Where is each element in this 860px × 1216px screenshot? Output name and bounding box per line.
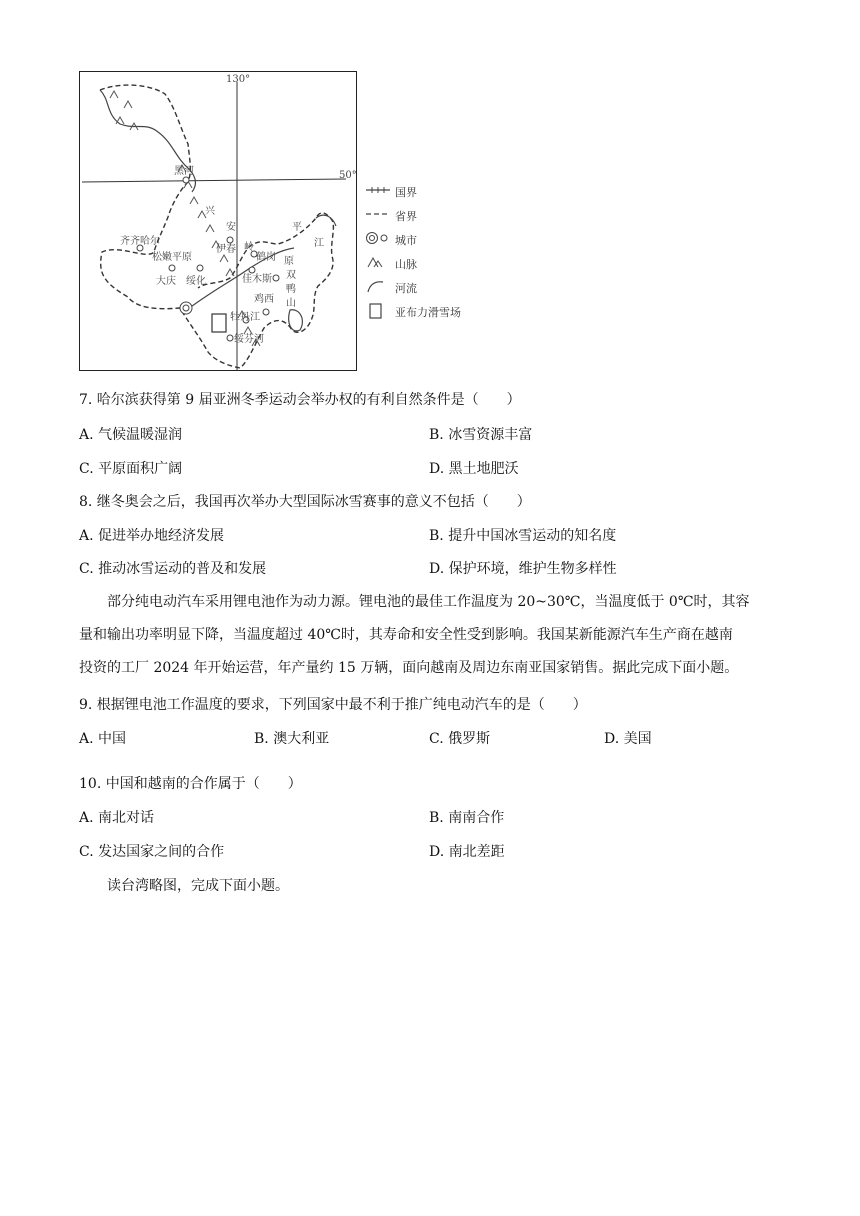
map-drawing	[80, 72, 358, 372]
place-label: 黑河	[174, 166, 194, 177]
question-7-stem: 7. 哈尔滨获得第 9 届亚洲冬季运动会举办权的有利自然条件是（ ）	[79, 392, 521, 408]
legend-item	[365, 204, 475, 228]
lat-label: 50°	[339, 170, 357, 181]
province-border-icon	[365, 206, 391, 222]
legend-item	[365, 228, 475, 252]
xingkai-lake	[289, 310, 303, 331]
question-10-option-c[interactable]: C. 发达国家之间的合作	[79, 844, 225, 860]
river-icon	[365, 278, 391, 294]
place-label: 佳木斯	[242, 274, 272, 285]
place-label: 鹤岗	[256, 252, 276, 263]
mountain-icon	[365, 254, 391, 270]
ski-resort-marker	[212, 314, 226, 332]
place-label: 兴	[205, 206, 215, 217]
question-7-option-d[interactable]: D. 黑土地肥沃	[429, 461, 519, 477]
map-legend	[365, 180, 475, 324]
question-8-option-a[interactable]: A. 促进举办地经济发展	[79, 528, 225, 544]
question-9-stem: 9. 根据锂电池工作温度的要求，下列国家中最不利于推广纯电动汽车的是（ ）	[79, 697, 587, 713]
question-8-option-c[interactable]: C. 推动冰雪运动的普及和发展	[79, 561, 267, 577]
place-label: 岭	[244, 242, 254, 253]
question-8-stem: 8. 继冬奥会之后，我国再次举办大型国际冰雪赛事的意义不包括（ ）	[79, 494, 531, 510]
place-label: 大庆	[156, 276, 176, 287]
question-10-option-d[interactable]: D. 南北差距	[429, 844, 505, 860]
reading-passage	[79, 586, 779, 685]
question-7-option-a[interactable]: A. 气候温暖湿润	[79, 427, 183, 443]
passage-line: 投资的工厂 2024 年开始运营，年产量约 15 万辆，面向越南及周边东南亚国家销售。据此完成下面小题。	[79, 660, 739, 676]
heilongjiang-map	[79, 71, 357, 371]
place-label: 鸭	[286, 284, 296, 295]
ski-resort-icon	[365, 302, 391, 320]
question-8-option-b[interactable]: B. 提升中国冰雪运动的知名度	[429, 528, 617, 544]
place-label: 平	[292, 222, 302, 233]
place-label: 齐齐哈尔	[120, 236, 160, 247]
lon-label: 130°	[226, 74, 251, 85]
place-label: 松嫩平原	[152, 252, 192, 263]
legend-item	[365, 300, 475, 324]
place-label: 牡丹江	[230, 312, 260, 323]
place-label: 双	[286, 270, 296, 281]
passage-line: 量和输出功率明显下降，当温度超过 40℃时，其寿命和安全性受到影响。我国某新能源汽车生产商在越南	[79, 627, 733, 643]
place-label: 山	[286, 298, 296, 309]
border-icon	[365, 182, 391, 198]
question-7-option-b[interactable]: B. 冰雪资源丰富	[429, 427, 533, 443]
question-10-option-a[interactable]: A. 南北对话	[79, 810, 155, 826]
legend-label: 城市	[395, 234, 417, 247]
place-label: 原	[284, 256, 294, 267]
place-label: 鸡西	[254, 294, 274, 305]
legend-item	[365, 276, 475, 300]
legend-label: 亚布力滑雪场	[395, 306, 461, 319]
legend-label: 河流	[395, 282, 417, 295]
legend-label: 国界	[395, 186, 417, 199]
legend-label: 省界	[395, 210, 417, 223]
legend-item	[365, 180, 475, 204]
closing-instruction: 读台湾略图，完成下面小题。	[107, 878, 289, 894]
question-8-option-d[interactable]: D. 保护环境，维护生物多样性	[429, 561, 617, 577]
parallel-line	[82, 179, 346, 182]
passage-line: 部分纯电动汽车采用锂电池作为动力源。锂电池的最佳工作温度为 20~30℃，当温度低于 0℃时，其容	[107, 594, 750, 610]
question-9-option-a[interactable]: A. 中国	[79, 731, 127, 747]
place-label: 伊春	[216, 244, 236, 255]
place-label: 安	[226, 222, 236, 233]
legend-label: 山脉	[395, 258, 417, 271]
question-10-option-b[interactable]: B. 南南合作	[429, 810, 505, 826]
place-label: 绥化	[186, 276, 206, 287]
place-label: 江	[314, 238, 324, 249]
place-label: 绥芬河	[234, 334, 264, 345]
question-9-option-b[interactable]: B. 澳大利亚	[254, 731, 330, 747]
question-9-option-c[interactable]: C. 俄罗斯	[429, 731, 491, 747]
city-icon	[365, 230, 391, 246]
legend-item	[365, 252, 475, 276]
question-10-stem: 10. 中国和越南的合作属于（ ）	[79, 776, 302, 792]
question-9-option-d[interactable]: D. 美国	[604, 731, 652, 747]
question-7-option-c[interactable]: C. 平原面积广阔	[79, 461, 183, 477]
river-east	[316, 215, 336, 226]
